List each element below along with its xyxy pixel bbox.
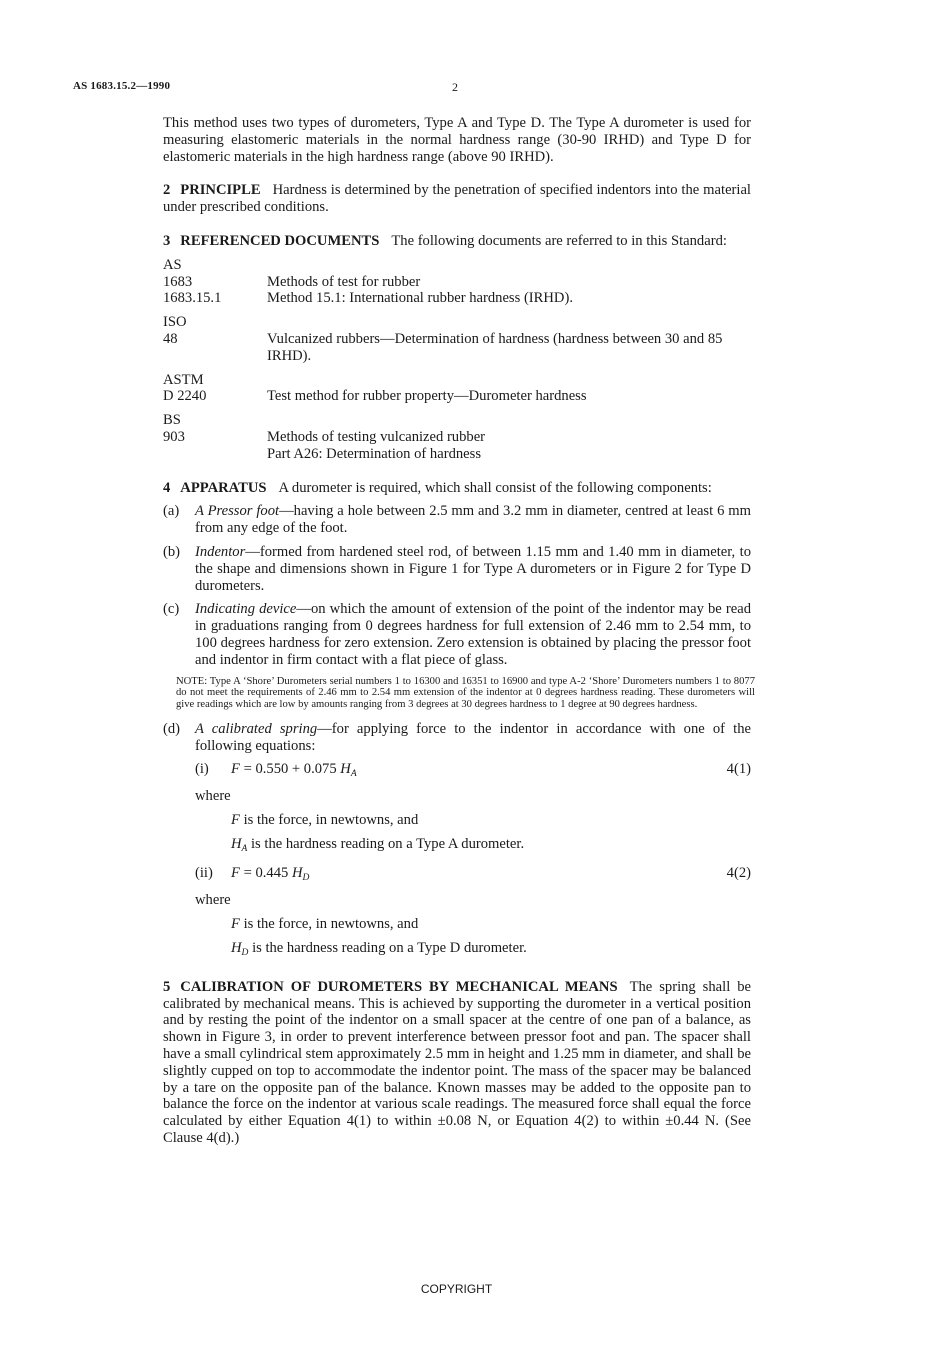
section-number: 4 <box>163 479 171 496</box>
equation-lhs: F <box>231 760 240 777</box>
durometer-note: NOTE: Type A ‘Shore’ Durometers serial numbers 1 to 16300 and 16351 to 16900 and type A-2 ‘Shore’ Durometers numbers 1 to 8077 do not meet the requirements of 2.46 mm to 2.54 mm extension of the indentor at 0 degrees hardness reading. These durometers will give readings which are low by amounts ranging from 3 degrees at 30 degrees hardness to 1 degree at 90 degrees hardness. <box>176 675 755 711</box>
section-number: 2 <box>163 182 171 199</box>
item-label: (d) <box>163 720 181 737</box>
equation-subscript: A <box>350 768 357 779</box>
section-text: Hardness is determined by the penetration of specified indentors into the material under prescribed conditions. <box>163 182 751 216</box>
list-item-d <box>163 721 751 755</box>
section-referenced-documents <box>163 233 751 250</box>
definition-subscript: A <box>241 843 248 854</box>
reference-title: Test method for rubber property—Durometer hardness <box>267 388 587 405</box>
reference-org: ISO <box>163 314 187 331</box>
equation-rhs: = 0.445 <box>239 864 292 881</box>
list-item-b <box>163 544 751 594</box>
reference-title: Methods of test for rubber <box>267 273 421 290</box>
item-term: Indicating device <box>195 601 297 618</box>
definition-text: is the hardness reading on a Type A durometer. <box>247 835 525 852</box>
item-text: —having a hole between 2.5 mm and 3.2 mm in diameter, centred at least 6 mm from any edge of the foot. <box>195 503 752 537</box>
equation-definitions <box>231 812 751 858</box>
reference-code: D 2240 <box>163 388 207 405</box>
where-label: where <box>195 788 231 805</box>
reference-title-line: Methods of testing vulcanized rubber <box>267 428 486 445</box>
definition-variable: H <box>231 835 242 852</box>
equation-body <box>231 865 727 887</box>
equation-rhs: = 0.550 + 0.075 <box>239 760 341 777</box>
reference-code: 1683.15.1 <box>163 290 222 307</box>
equation-number: 4(2) <box>726 864 751 881</box>
equation-variable: H <box>340 760 351 777</box>
list-item-a <box>163 503 751 537</box>
item-body <box>195 503 751 537</box>
equation-lhs: F <box>231 864 240 881</box>
definition <box>231 836 751 858</box>
item-body <box>195 721 751 755</box>
equation-variable: H <box>291 864 303 881</box>
reference-row <box>163 274 751 291</box>
definition-variable: F <box>231 916 240 933</box>
section-text: The following documents are referred to in this Standard: <box>391 232 727 249</box>
reference-org: BS <box>163 412 181 429</box>
item-body <box>195 544 751 594</box>
reference-row <box>163 331 751 365</box>
definition <box>231 812 751 829</box>
equation-definitions <box>231 916 751 962</box>
copyright-footer: COPYRIGHT <box>420 1282 493 1296</box>
equation-label: (i) <box>195 760 209 777</box>
definition-variable: H <box>231 940 242 957</box>
definition-variable: F <box>231 812 240 829</box>
item-text: —formed from hardened steel rod, of between 1.15 mm and 1.40 mm in diameter, to the shape and dimensions shown in Figure 1 for Type A durometers or in Figure 2 for Type D durometers. <box>195 543 751 594</box>
definition-text: is the force, in newtowns, and <box>239 916 419 933</box>
reference-code: 48 <box>163 330 178 347</box>
definition-subscript: D <box>241 948 249 959</box>
item-term: Indentor <box>195 543 246 560</box>
standard-number: AS 1683.15.2—1990 <box>73 80 171 92</box>
equation-4-2 <box>195 865 751 887</box>
reference-row <box>163 388 751 405</box>
equation-4-1 <box>195 761 751 783</box>
item-text: —for applying force to the indentor in accordance with one of the following equations: <box>195 720 751 754</box>
definition <box>231 916 751 933</box>
reference-org: AS <box>163 256 182 273</box>
equation-label: (ii) <box>195 864 213 881</box>
section-title: APPARATUS <box>180 479 267 496</box>
reference-group-iso <box>163 314 751 364</box>
reference-code: 903 <box>163 428 185 445</box>
section-principle <box>163 182 751 216</box>
item-label: (b) <box>163 543 181 560</box>
reference-group-bs <box>163 412 751 462</box>
item-label: (a) <box>163 503 180 520</box>
section-title: REFERENCED DOCUMENTS <box>180 232 380 249</box>
section-number: 3 <box>163 232 171 249</box>
reference-title: Vulcanized rubbers—Determination of hardness (hardness between 30 and 85 IRHD). <box>267 330 723 364</box>
intro-paragraph: This method uses two types of durometers, Type A and Type D. The Type A durometer is used for measuring elastomeric materials in the normal hardness range (30-90 IRHD) and Type D for elastomeric materials in the high hardness range (above 90 IRHD). <box>163 115 751 165</box>
reference-code: 1683 <box>163 273 193 290</box>
page-number: 2 <box>452 80 458 94</box>
reference-subtitle: Part A26: Determination of hardness <box>267 445 481 462</box>
definition-text: is the force, in newtowns, and <box>239 812 419 829</box>
reference-title: Method 15.1: International rubber hardness (IRHD). <box>267 290 573 307</box>
equation-body <box>231 761 727 783</box>
item-text: —on which the amount of extension of the point of the indentor may be read in graduations ranging from 0 degrees hardness for full extension of 2.46 mm to 2.54 mm, to 100 degrees hardness for zero extension. Zero extension is obtained by placing the pressor foot and indentor in firm contact with a flat piece of glass. <box>195 601 751 668</box>
reference-row <box>163 290 751 307</box>
item-body <box>195 601 751 668</box>
reference-title <box>267 429 751 463</box>
list-item-c <box>163 601 751 668</box>
section-title: CALIBRATION OF DUROMETERS BY MECHANICAL MEANS <box>180 978 618 995</box>
item-term: A calibrated spring <box>195 720 318 737</box>
item-term: A Pressor foot <box>195 503 280 520</box>
section-text: The spring shall be calibrated by mechanical means. This is achieved by supporting the durometer in a vertical position and by resting the point of the indentor on a small spacer at the centre of one pan of a balance, as shown in Figure 3, in order to prevent interference between pressor foot and pan. The spacer shall have a small cylindrical stem approximately 2.5 mm in height and 1.25 mm in diameter, and shall be slightly cupped on top to accommodate the indentor point. The mass of the spacer may be balanced by a tare on the opposite pan of the balance. Known masses may be added to the opposite pan to balance the force on the indentor at various scale readings. The measured force shall equal the force calculated by either Equation 4(1) to within ±0.08 N, or Equation 4(2) to within ±0.44 N. (See Clause 4(d).) <box>163 978 751 1147</box>
section-calibration <box>163 979 751 1147</box>
reference-group-as <box>163 257 751 307</box>
item-label: (c) <box>163 601 180 618</box>
definition <box>231 940 751 962</box>
equation-subscript: D <box>302 872 310 883</box>
section-title: PRINCIPLE <box>180 182 261 199</box>
reference-org: ASTM <box>163 371 204 388</box>
definition-text: is the hardness reading on a Type D durometer. <box>248 940 527 957</box>
reference-group-astm <box>163 372 751 406</box>
section-text: A durometer is required, which shall consist of the following components: <box>278 479 712 496</box>
reference-row <box>163 429 751 463</box>
where-label: where <box>195 892 231 909</box>
equation-number: 4(1) <box>726 760 751 777</box>
document-body <box>163 115 755 1147</box>
section-apparatus <box>163 480 751 497</box>
section-number: 5 <box>163 978 171 995</box>
